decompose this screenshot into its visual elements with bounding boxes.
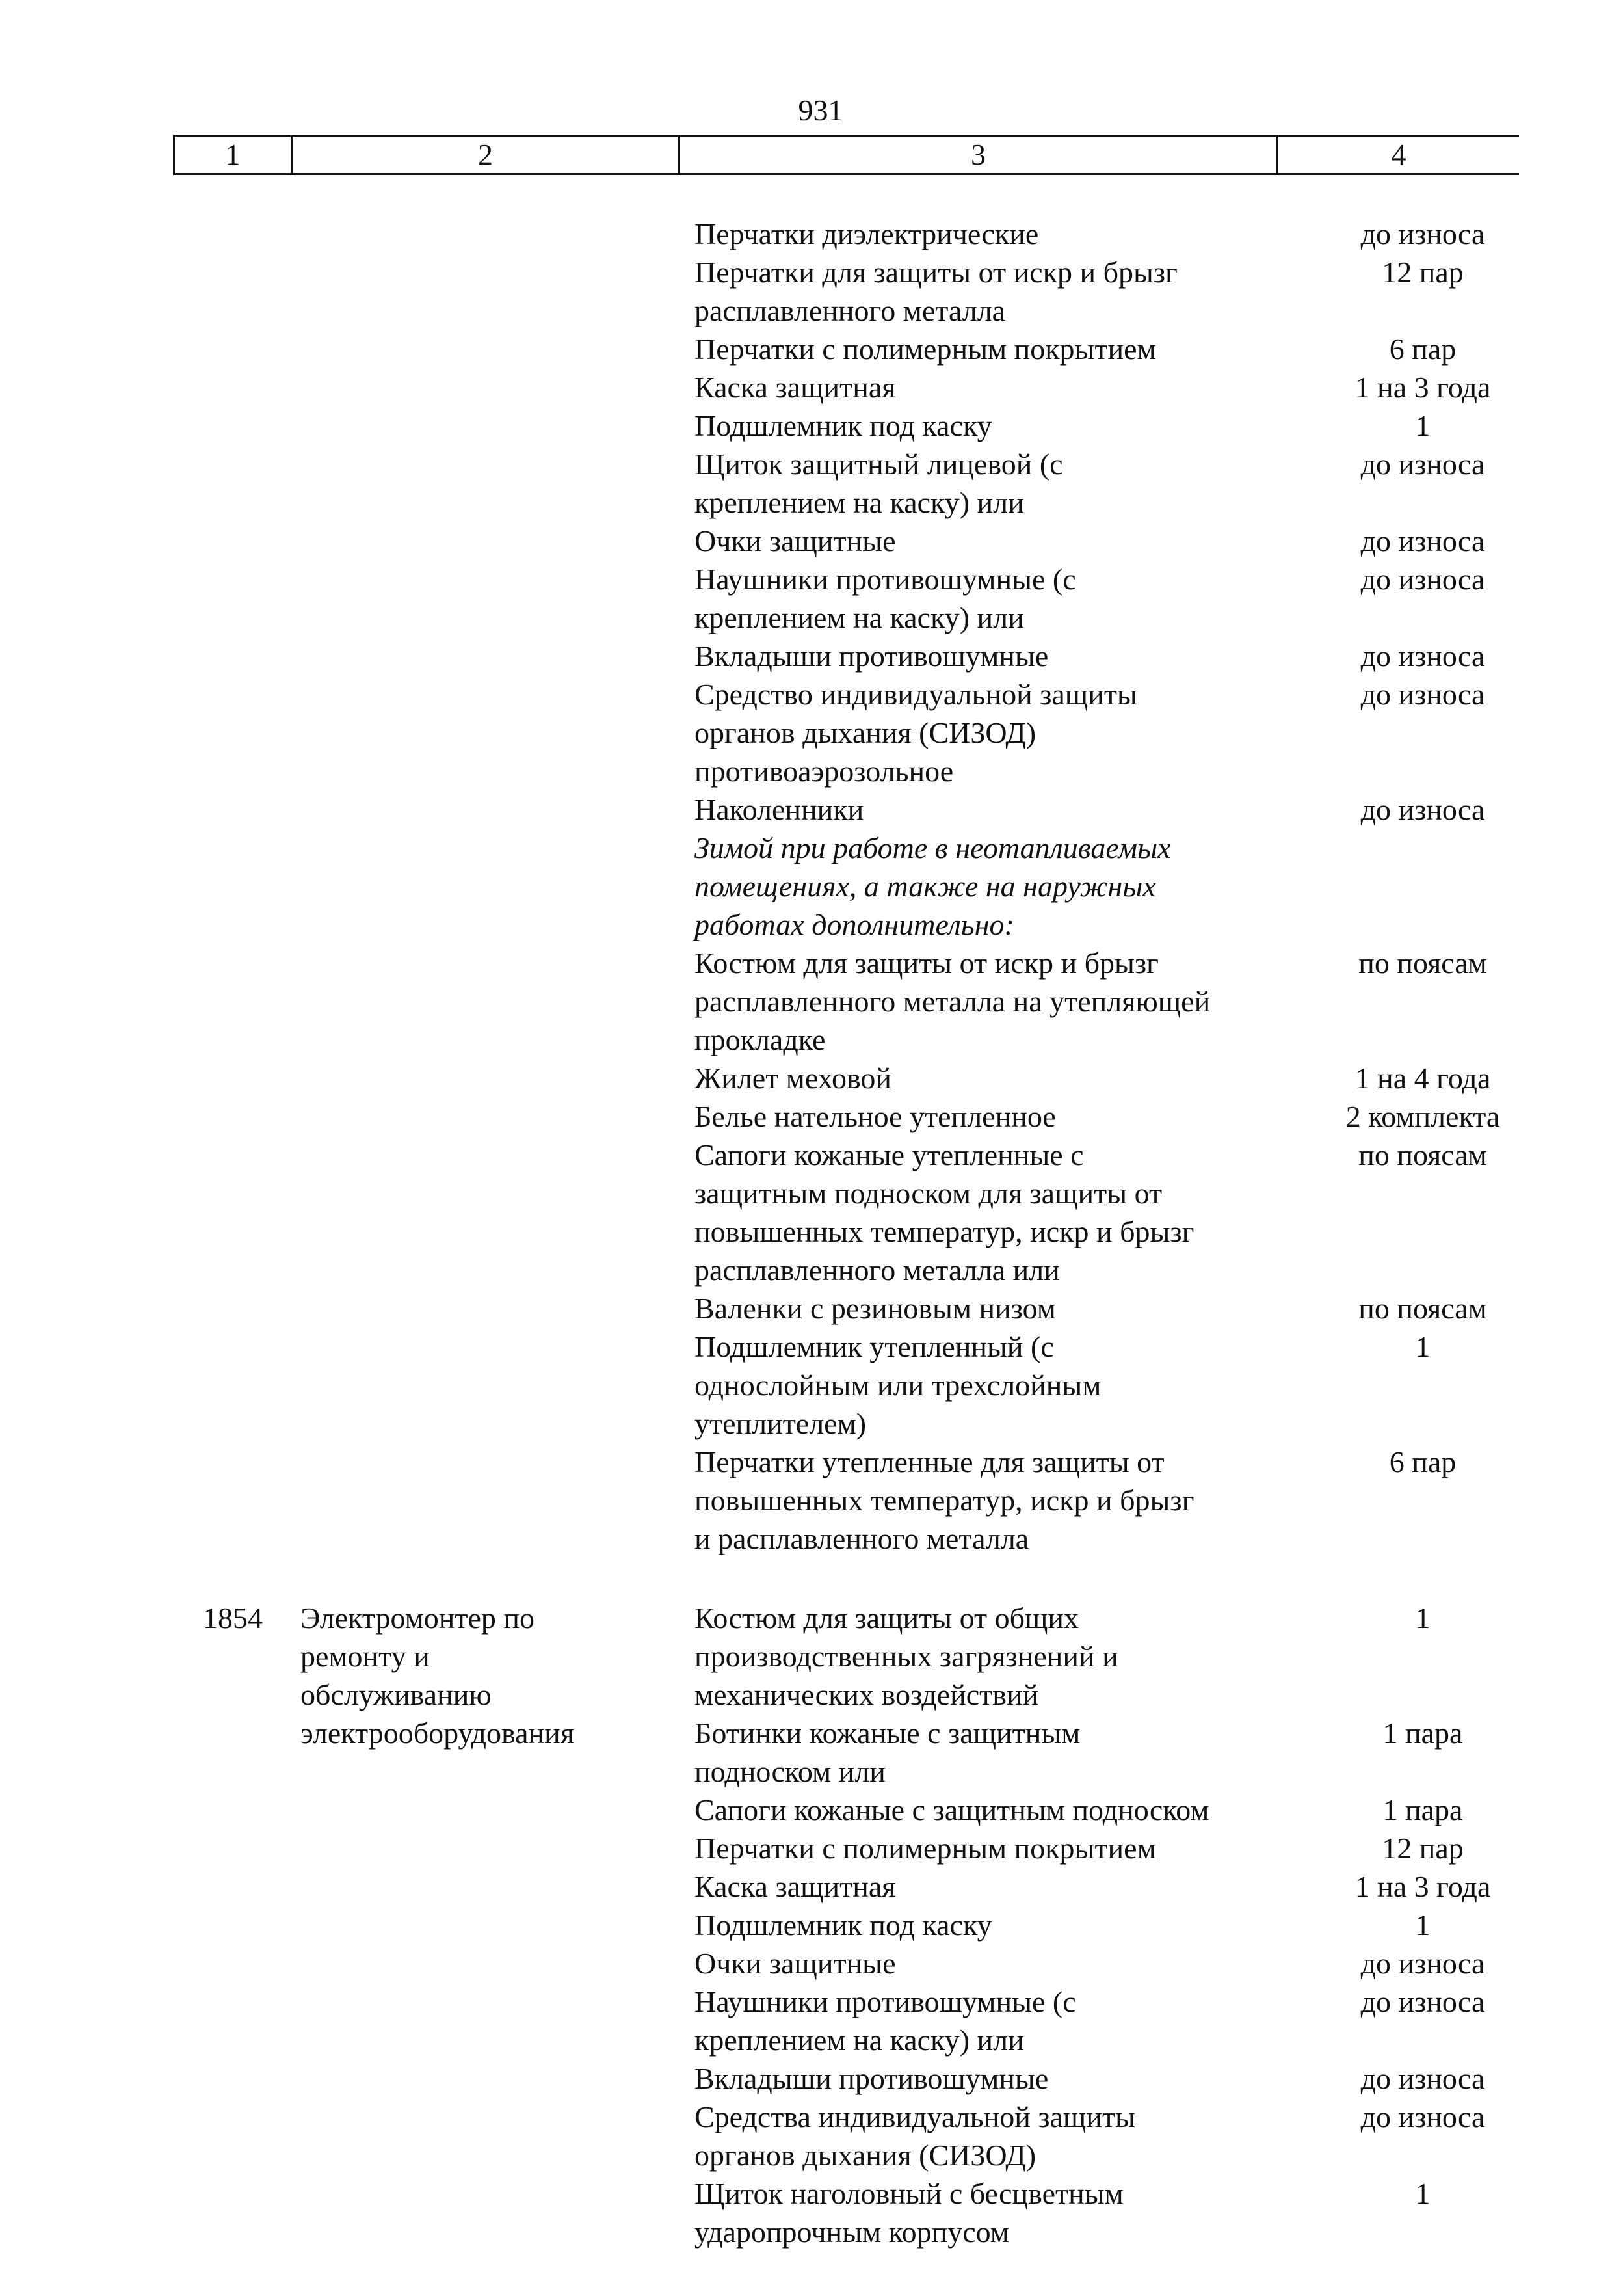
list-item xyxy=(694,253,1280,330)
norm-cell xyxy=(1286,2059,1559,2098)
list-item xyxy=(694,522,1280,560)
item-text-line: Вкладыши противошумные xyxy=(694,639,1049,673)
profession-name-line: Электромонтер по xyxy=(300,1601,535,1635)
item-text-line: Ботинки кожаные с защитным xyxy=(694,1716,1081,1750)
item-text-line: Перчатки для защиты от искр и брызг xyxy=(694,256,1178,289)
item-text-line: Каска защитная xyxy=(694,1870,896,1903)
list-item xyxy=(694,2174,1280,2251)
list-item xyxy=(694,1791,1280,1829)
item-text-line: креплением на каску) или xyxy=(694,601,1024,634)
norm-cell xyxy=(1286,1906,1559,1944)
norm-cell xyxy=(1286,1982,1559,2059)
item-text-line: Каска защитная xyxy=(694,371,896,404)
item-text-line: повышенных температур, искр и брызг xyxy=(694,1484,1194,1517)
norm-cell xyxy=(1286,944,1559,1059)
item-text-line: расплавленного металла на утепляющей xyxy=(694,985,1211,1018)
list-item xyxy=(694,637,1280,675)
norm-cell xyxy=(1286,2174,1559,2251)
profession-name-line: электрооборудования xyxy=(300,1716,574,1750)
norm-cell xyxy=(1286,253,1559,330)
header-col-1: 1 xyxy=(173,137,293,173)
item-text-line: утеплителем) xyxy=(694,1407,867,1440)
norm-cell xyxy=(1286,445,1559,522)
item-text-line: креплением на каску) или xyxy=(694,2023,1024,2057)
item-text-line: однослойным или трехслойным xyxy=(694,1368,1102,1402)
norm-cell xyxy=(1286,2098,1559,2174)
norm-value: до износа xyxy=(1360,524,1485,557)
item-text-line: помещениях, а также на наружных xyxy=(694,870,1156,903)
profession-number: 1854 xyxy=(203,1601,263,1635)
item-text-line: механических воздействий xyxy=(694,1678,1039,1711)
item-text-line: ударопрочным корпусом xyxy=(694,2215,1009,2249)
item-text-line: Подшлемник под каску xyxy=(694,409,992,442)
item-text-line: Щиток защитный лицевой (с xyxy=(694,447,1063,481)
norm-value: 1 на 3 года xyxy=(1354,371,1491,404)
item-text-line: Щиток наголовный с бесцветным xyxy=(694,2177,1124,2210)
norm-cell xyxy=(1286,675,1559,790)
list-item xyxy=(694,944,1280,1059)
norm-value: до износа xyxy=(1360,678,1485,711)
norm-value: 12 пар xyxy=(1382,1832,1464,1865)
list-item xyxy=(694,330,1280,368)
norm-value: по поясам xyxy=(1358,1138,1487,1171)
list-item xyxy=(694,1982,1280,2059)
list-item xyxy=(694,675,1280,790)
norm-cell xyxy=(1286,560,1559,637)
norm-cell xyxy=(1286,829,1559,944)
norm-cell xyxy=(1286,637,1559,675)
block2-norms-column xyxy=(1286,1599,1559,2251)
list-item xyxy=(694,1059,1280,1097)
norm-cell xyxy=(1286,1136,1559,1289)
norm-value: 1 xyxy=(1415,1330,1431,1363)
item-text-line: Перчатки с полимерным покрытием xyxy=(694,1832,1156,1865)
item-text-line: и расплавленного металла xyxy=(694,1522,1029,1555)
norm-value: 1 xyxy=(1415,409,1431,442)
item-text-line: расплавленного металла или xyxy=(694,1253,1060,1287)
list-item xyxy=(694,215,1280,253)
norm-value: до износа xyxy=(1360,447,1485,481)
item-text-line: Наушники противошумные (с xyxy=(694,563,1076,596)
norm-value: 6 пар xyxy=(1389,332,1457,366)
norm-value: до износа xyxy=(1360,217,1485,250)
item-text-line: работах дополнительно: xyxy=(694,908,1014,941)
list-item xyxy=(694,2098,1280,2174)
norm-cell xyxy=(1286,407,1559,445)
norm-cell xyxy=(1286,1599,1559,1714)
item-text-line: органов дыхания (СИЗОД) xyxy=(694,2139,1036,2172)
list-item xyxy=(694,1289,1280,1328)
item-text-line: Очки защитные xyxy=(694,1947,896,1980)
item-text-line: Жилет меховой xyxy=(694,1061,891,1095)
norm-cell xyxy=(1286,790,1559,829)
item-text-line: Наушники противошумные (с xyxy=(694,1985,1076,2018)
item-text-line: креплением на каску) или xyxy=(694,486,1024,519)
list-item xyxy=(694,1599,1280,1714)
item-text-line: Валенки с резиновым низом xyxy=(694,1292,1056,1325)
list-item xyxy=(694,1328,1280,1443)
list-item xyxy=(694,829,1280,944)
norm-cell xyxy=(1286,1829,1559,1867)
norm-value: до износа xyxy=(1360,2062,1485,2095)
item-text-line: Сапоги кожаные утепленные с xyxy=(694,1138,1084,1171)
norm-cell xyxy=(1286,1289,1559,1328)
item-text-line: защитным подноском для защиты от xyxy=(694,1177,1163,1210)
list-item xyxy=(694,560,1280,637)
list-item xyxy=(694,407,1280,445)
list-item xyxy=(694,790,1280,829)
header-col-2: 2 xyxy=(293,137,680,173)
item-text-line: Костюм для защиты от искр и брызг xyxy=(694,946,1159,980)
norm-value xyxy=(1286,829,1559,867)
norm-value: по поясам xyxy=(1358,1292,1487,1325)
item-text-line: Подшлемник под каску xyxy=(694,1908,992,1942)
norm-cell xyxy=(1286,1328,1559,1443)
item-text-line: Белье нательное утепленное xyxy=(694,1100,1056,1133)
norm-value: 1 xyxy=(1415,1908,1431,1942)
norm-cell xyxy=(1286,1059,1559,1097)
norm-value: до износа xyxy=(1360,1985,1485,2018)
item-text-line: прокладке xyxy=(694,1023,826,1056)
norm-value: до износа xyxy=(1360,563,1485,596)
norm-value: 1 xyxy=(1415,2177,1431,2210)
norm-value: 1 xyxy=(1415,1601,1431,1635)
item-text-line: Перчатки с полимерным покрытием xyxy=(694,332,1156,366)
item-text-line: Сапоги кожаные с защитным подноском xyxy=(694,1793,1209,1826)
item-text-line: Вкладыши противошумные xyxy=(694,2062,1049,2095)
item-text-line: Очки защитные xyxy=(694,524,896,557)
norm-value: 1 пара xyxy=(1382,1793,1463,1826)
list-item xyxy=(694,1944,1280,1982)
norm-cell xyxy=(1286,1097,1559,1136)
norm-value: до износа xyxy=(1360,1947,1485,1980)
item-text-line: повышенных температур, искр и брызг xyxy=(694,1215,1194,1248)
norm-cell xyxy=(1286,1443,1559,1558)
list-item xyxy=(694,1443,1280,1558)
norm-value: 12 пар xyxy=(1382,256,1464,289)
list-item xyxy=(694,1136,1280,1289)
list-item xyxy=(694,1829,1280,1867)
norm-cell xyxy=(1286,368,1559,407)
profession-name-line: обслуживанию xyxy=(300,1678,492,1711)
profession-name-line: ремонту и xyxy=(300,1640,430,1673)
norm-value: 1 на 4 года xyxy=(1354,1061,1491,1095)
item-text-line: Перчатки диэлектрические xyxy=(694,217,1039,250)
profession-name xyxy=(300,1599,665,1752)
list-item xyxy=(694,1714,1280,1791)
norm-value: 6 пар xyxy=(1389,1445,1457,1478)
list-item xyxy=(694,1906,1280,1944)
page-number: 931 xyxy=(798,94,843,127)
norm-cell xyxy=(1286,330,1559,368)
list-item xyxy=(694,1867,1280,1906)
norm-value: до износа xyxy=(1360,793,1485,826)
item-text-line: Подшлемник утепленный (с xyxy=(694,1330,1054,1363)
item-text-line: Костюм для защиты от общих xyxy=(694,1601,1079,1635)
norm-value: по поясам xyxy=(1358,946,1487,980)
list-item xyxy=(694,1097,1280,1136)
item-text-line: расплавленного металла xyxy=(694,294,1006,327)
list-item xyxy=(694,445,1280,522)
norm-value: 2 комплекта xyxy=(1345,1100,1500,1133)
header-col-4: 4 xyxy=(1391,138,1406,171)
norm-value: 1 на 3 года xyxy=(1354,1870,1491,1903)
header-col-3: 3 xyxy=(680,137,1278,173)
item-text-line: подноском или xyxy=(694,1755,886,1788)
item-text-line: противоаэрозольное xyxy=(694,754,954,788)
list-item xyxy=(694,368,1280,407)
item-text-line: Зимой при работе в неотапливаемых xyxy=(694,831,1171,864)
norm-cell xyxy=(1286,1867,1559,1906)
item-text-line: органов дыхания (СИЗОД) xyxy=(694,716,1036,749)
norm-value: до износа xyxy=(1360,639,1485,673)
norm-cell xyxy=(1286,215,1559,253)
norm-value: 1 пара xyxy=(1382,1716,1463,1750)
item-text-line: Перчатки утепленные для защиты от xyxy=(694,1445,1165,1478)
norm-cell xyxy=(1286,1714,1559,1791)
block2-items-column xyxy=(694,1599,1280,2251)
list-item xyxy=(694,2059,1280,2098)
item-text-line: Средства индивидуальной защиты xyxy=(694,2100,1135,2133)
norm-cell xyxy=(1286,1944,1559,1982)
item-text-line: производственных загрязнений и xyxy=(694,1640,1118,1673)
norm-value: до износа xyxy=(1360,2100,1485,2133)
block1-norms-column xyxy=(1286,215,1559,1558)
norm-cell xyxy=(1286,1791,1559,1829)
block1-items-column xyxy=(694,215,1280,1558)
item-text-line: Средство индивидуальной защиты xyxy=(694,678,1137,711)
norm-cell xyxy=(1286,522,1559,560)
table-header xyxy=(173,135,1519,175)
item-text-line: Наколенники xyxy=(694,793,864,826)
